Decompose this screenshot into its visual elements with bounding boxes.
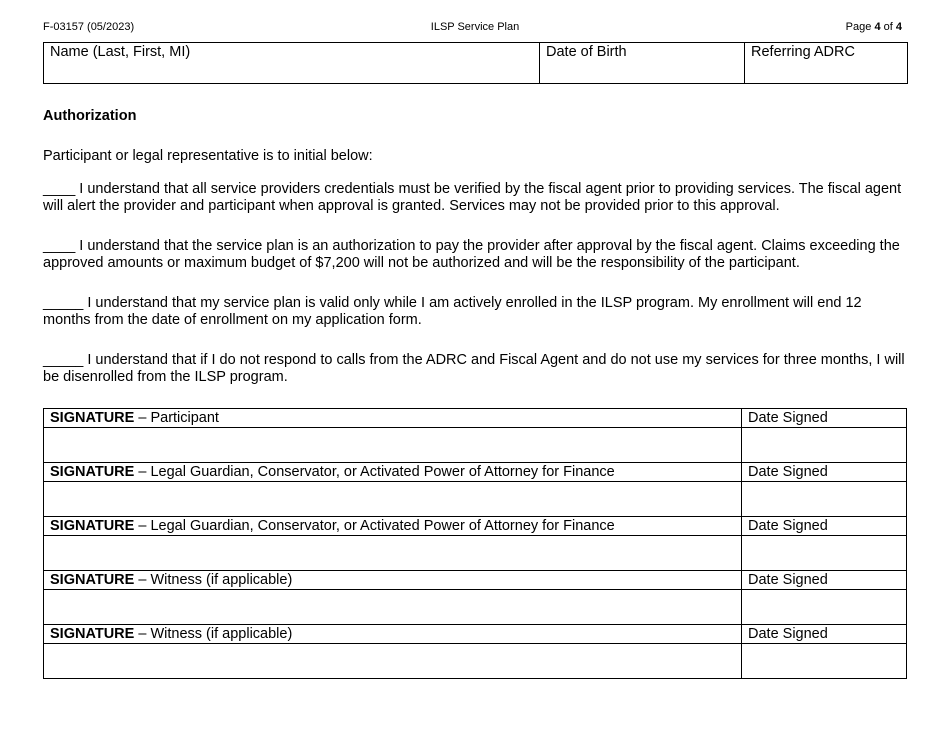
date-signed-label: Date Signed bbox=[742, 517, 907, 536]
authorization-item-text: I understand that all service providers credentials must be verified by the fiscal agent prior to providing services. The fiscal agent will alert the provider and participant when approval is granted. Services may not be provided prior to this approval. bbox=[43, 181, 902, 214]
initial-blank[interactable]: ____ bbox=[43, 238, 76, 254]
signature-field[interactable] bbox=[44, 536, 742, 571]
signature-input-row bbox=[44, 536, 907, 571]
authorization-item bbox=[43, 295, 908, 329]
signature-bold: SIGNATURE bbox=[50, 410, 135, 426]
adrc-field[interactable] bbox=[745, 43, 908, 84]
signature-bold: SIGNATURE bbox=[50, 626, 135, 642]
form-title: ILSP Service Plan bbox=[430, 21, 520, 33]
signature-label-row bbox=[44, 409, 907, 428]
signature-label bbox=[44, 463, 742, 482]
page-indicator bbox=[846, 20, 902, 34]
date-signed-field[interactable] bbox=[742, 536, 907, 571]
signature-label-row bbox=[44, 517, 907, 536]
authorization-item bbox=[43, 352, 908, 386]
date-signed-label: Date Signed bbox=[742, 409, 907, 428]
form-number: F-03157 (05/2023) bbox=[43, 21, 135, 33]
authorization-intro: Participant or legal representative is to initial below: bbox=[43, 148, 373, 164]
signature-role: – Witness (if applicable) bbox=[138, 626, 293, 642]
date-signed-field[interactable] bbox=[742, 590, 907, 625]
signature-label bbox=[44, 571, 742, 590]
name-field[interactable] bbox=[44, 43, 540, 84]
authorization-item-text: I understand that my service plan is valid only while I am actively enrolled in the ILSP program. My enrollment will end 12 months from the date of enrollment on my application form. bbox=[43, 295, 862, 328]
signature-bold: SIGNATURE bbox=[50, 518, 135, 534]
adrc-label: Referring ADRC bbox=[751, 44, 855, 60]
date-signed-field[interactable] bbox=[742, 644, 907, 679]
signature-field[interactable] bbox=[44, 590, 742, 625]
page-label: Page bbox=[845, 21, 872, 33]
signature-label-row bbox=[44, 625, 907, 644]
authorization-heading: Authorization bbox=[43, 108, 137, 124]
signature-role: – Witness (if applicable) bbox=[138, 572, 293, 588]
signature-role: – Legal Guardian, Conservator, or Activated Power of Attorney for Finance bbox=[138, 464, 615, 480]
dob-field[interactable] bbox=[540, 43, 745, 84]
authorization-item-text: I understand that the service plan is an authorization to pay the provider after approval by the fiscal agent. Claims exceeding the approved amounts or maximum budget of $7,200 will not be authorized and will be the responsibility of the participant. bbox=[43, 238, 900, 271]
date-signed-label: Date Signed bbox=[742, 625, 907, 644]
signature-field[interactable] bbox=[44, 428, 742, 463]
signature-label bbox=[44, 517, 742, 536]
authorization-item-text: I understand that if I do not respond to calls from the ADRC and Fiscal Agent and do not use my services for three months, I will be disenrolled from the ILSP program. bbox=[43, 352, 905, 385]
authorization-item bbox=[43, 181, 908, 215]
signature-input-row bbox=[44, 428, 907, 463]
signature-label bbox=[44, 625, 742, 644]
signature-input-row bbox=[44, 590, 907, 625]
date-signed-field[interactable] bbox=[742, 428, 907, 463]
signature-field[interactable] bbox=[44, 644, 742, 679]
page-current: 4 bbox=[874, 21, 881, 33]
signature-table bbox=[43, 408, 907, 679]
initial-blank[interactable]: _____ bbox=[43, 295, 84, 311]
signature-bold: SIGNATURE bbox=[50, 572, 135, 588]
signature-input-row bbox=[44, 482, 907, 517]
date-signed-field[interactable] bbox=[742, 482, 907, 517]
participant-id-box bbox=[43, 42, 908, 84]
initial-blank[interactable]: ____ bbox=[43, 181, 76, 197]
signature-role: – Participant bbox=[138, 410, 219, 426]
signature-field[interactable] bbox=[44, 482, 742, 517]
dob-label: Date of Birth bbox=[546, 44, 627, 60]
name-label: Name (Last, First, MI) bbox=[50, 44, 191, 60]
page-total: 4 bbox=[895, 21, 902, 33]
signature-label bbox=[44, 409, 742, 428]
initial-blank[interactable]: _____ bbox=[43, 352, 84, 368]
signature-label-row bbox=[44, 463, 907, 482]
signature-label-row bbox=[44, 571, 907, 590]
signature-bold: SIGNATURE bbox=[50, 464, 135, 480]
signature-role: – Legal Guardian, Conservator, or Activated Power of Attorney for Finance bbox=[138, 518, 615, 534]
date-signed-label: Date Signed bbox=[742, 463, 907, 482]
authorization-item bbox=[43, 238, 908, 272]
date-signed-label: Date Signed bbox=[742, 571, 907, 590]
page-of: of bbox=[883, 21, 893, 33]
signature-input-row bbox=[44, 644, 907, 679]
